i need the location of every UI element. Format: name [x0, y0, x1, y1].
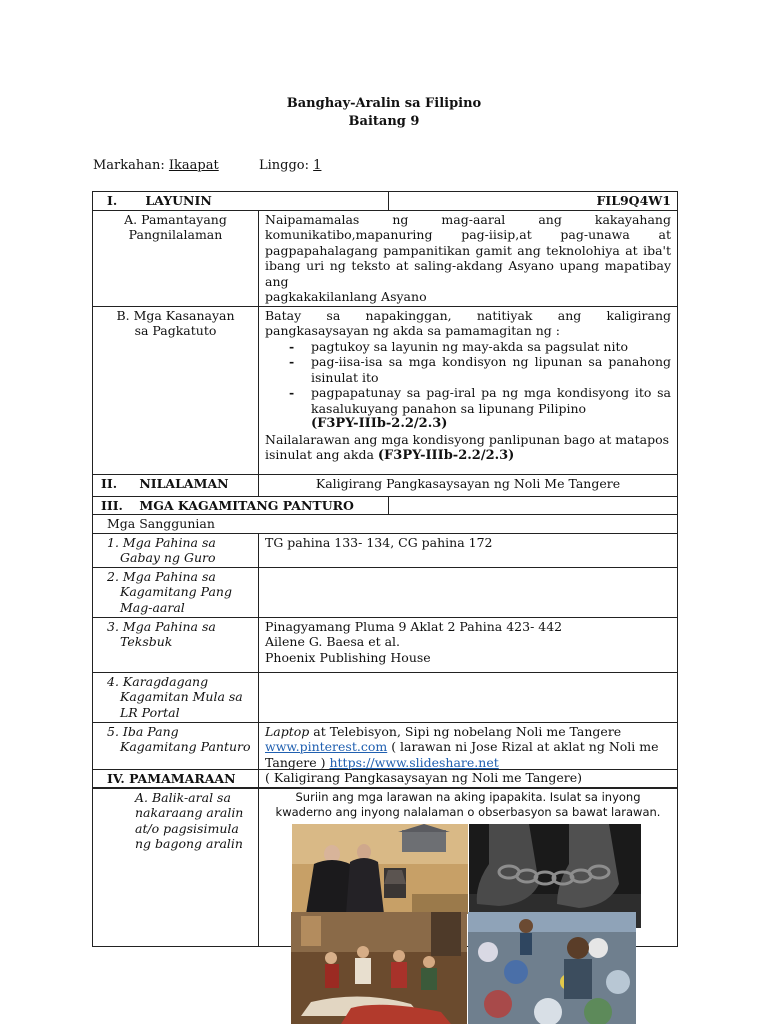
kasanayan-item-3-text: pagpapatunay sa pag-iral pa ng mga kondisyong ito sa kasalukuyang panahon sa lipunang Pilipino [311, 385, 671, 416]
garbage-children-svg [468, 912, 636, 1024]
balik-aral-label-2: nakaraang aralin [135, 805, 244, 820]
balik-aral-label-3: at/o pagsisimula [135, 820, 239, 836]
nilalaman-value: Kaligirang Pangkasaysayan ng Noli Me Tangere [259, 474, 678, 496]
gabay-label [93, 533, 259, 567]
nilalaman-row [93, 474, 678, 496]
lr-portal-row [93, 672, 678, 722]
iba-pang-label-1: 5. Iba Pang [107, 723, 179, 739]
kasanayan-item-1: - pagtukoy sa layunin ng may-akda sa pagsulat nito [289, 339, 671, 355]
laptop-text: Laptop [265, 723, 310, 739]
document-title: Banghay-Aralin sa Filipino [286, 96, 482, 111]
kagamitang-pang-label-2: Kagamitang Pang [120, 584, 232, 599]
kasanayan-row [93, 306, 678, 474]
balik-aral-label [93, 788, 259, 946]
sanggunian-row [93, 515, 678, 534]
pamantayang-label [93, 210, 259, 306]
kagamitang-pang-row [93, 567, 678, 617]
iba-pang-text-2: ( larawan ni Jose Rizal at aklat ng Noli me [387, 739, 659, 754]
kagamitang-pang-label [93, 567, 259, 617]
pamamaraan-header-row [93, 770, 678, 789]
kasanayan-item-3 [289, 385, 671, 432]
kasanayan-list [265, 339, 671, 432]
linggo-value: 1 [313, 158, 322, 173]
nilalaman-heading [93, 474, 259, 496]
lesson-plan-table [92, 191, 678, 788]
kagamitan-num: III. [101, 497, 123, 513]
pamantayang-row [93, 210, 678, 306]
pamamaraan-heading: IV. PAMAMARAAN [93, 770, 259, 789]
sanggunian-label: Mga Sanggunian [93, 515, 678, 534]
markahan-label-text: Markahan: [93, 158, 165, 173]
pamantayang-line-1: Naipamamalas ng mag-aaral ang kakayahang [265, 211, 671, 227]
grade-level: Baitang 9 [348, 114, 420, 129]
balik-aral-line-2: kwaderno ang inyong nalalaman o obserbasyon sa bawat larawan. [275, 804, 661, 819]
kagamitan-header-row [93, 496, 678, 515]
nilalaman-num: II. [101, 475, 118, 491]
teksbuk-label [93, 617, 259, 672]
balik-aral-line-1: Suriin ang mga larawan na aking ipapakita. Isulat sa inyong [295, 789, 641, 804]
layunin-label: LAYUNIN [145, 193, 212, 208]
kasanayan-code-1: (F3PY-IIIb-2.2/2.3) [311, 416, 448, 431]
kasanayan-outro-text: Nailalarawan ang mga kondisyong panlipunan bago at matapos isinulat ang akda [265, 431, 670, 462]
kasanayan-label-2: sa Pagkatuto [134, 323, 217, 338]
iba-pang-label-2: Kagamitang Panturo [120, 739, 251, 754]
kagamitang-pang-value [259, 567, 678, 617]
iba-pang-text-1: at Telebisyon, Sipi ng nobelang Noli me Tangere [309, 723, 622, 739]
lr-portal-label-2: Kagamitan Mula sa [120, 689, 243, 704]
painting-crowd-image [291, 912, 467, 1024]
kagamitan-label: MGA KAGAMITANG PANTURO [139, 497, 354, 513]
garbage-children-image [468, 912, 636, 1024]
painting-crowd-svg [291, 912, 467, 1024]
teksbuk-line-3: Phoenix Publishing House [265, 649, 431, 665]
iba-pang-text-3: Tangere ) [265, 754, 330, 770]
kasanayan-item-2: - pag-iisa-isa sa mga kondisyon ng lipunan sa panahong isinulat ito [289, 354, 671, 385]
gabay-label-1: 1. Mga Pahina sa [107, 534, 216, 550]
kasanayan-content [259, 306, 678, 474]
pamantayang-line-5: pagkakakilanlang Asyano [265, 289, 427, 304]
pamantayang-label-1: A. Pamantayang [124, 211, 227, 227]
layunin-heading [93, 192, 389, 211]
kasanayan-code-2: (F3PY-IIIb-2.2/2.3) [377, 448, 515, 463]
painting-friars-svg [292, 824, 468, 914]
gabay-row [93, 533, 678, 567]
pamantayang-line-2: komunikatibo,mapanuring pag-iisip,at pag-unawa at [265, 227, 671, 242]
gabay-value: TG pahina 133- 134, CG pahina 172 [259, 533, 678, 567]
markahan-value: Ikaapat [168, 158, 219, 173]
layunin-header-row [93, 192, 678, 211]
kasanayan-label-1: B. Mga Kasanayan [116, 307, 235, 323]
linggo-label-text: Linggo: [259, 158, 310, 173]
linggo-label [259, 158, 321, 173]
kagamitan-header-empty [389, 496, 678, 515]
kagamitan-heading [93, 496, 389, 515]
pamantayang-label-2: Pangnilalaman [128, 227, 223, 242]
iba-pang-line-4: ( Kaligirang Pangkasaysayan ng Noli me Tangere) [265, 770, 583, 785]
pamantayang-content [259, 210, 678, 306]
iba-pang-line-3 [265, 755, 671, 771]
pinterest-link[interactable]: www.pinterest.com [265, 739, 388, 754]
kagamitang-pang-label-1: 2. Mga Pahina sa [107, 568, 216, 584]
iba-pang-line-1 [265, 724, 671, 740]
layunin-code: FIL9Q4W1 [389, 192, 678, 211]
teksbuk-line-2: Ailene G. Baesa et al. [265, 634, 401, 649]
markahan-label [93, 158, 219, 173]
gabay-label-2: Gabay ng Guro [120, 550, 216, 565]
balik-aral-label-4: ng bagong aralin [135, 836, 243, 851]
layunin-num: I. [107, 193, 118, 208]
lr-portal-label-3: LR Portal [120, 704, 180, 720]
pamamaraan-header-empty [259, 770, 678, 789]
kasanayan-outro [265, 432, 671, 464]
nilalaman-label: NILALAMAN [139, 475, 229, 491]
teksbuk-value [259, 617, 678, 672]
teksbuk-label-1: 3. Mga Pahina sa [107, 618, 216, 634]
pamantayang-line-4: ibang uri ng teksto at saling-akdang Asyano upang mapatibay ang [265, 258, 671, 289]
iba-pang-line-2 [265, 739, 671, 755]
kagamitang-pang-label-3: Mag-aaral [120, 599, 185, 615]
kasanayan-label [93, 306, 259, 474]
lr-portal-label-1: 4. Karagdagang [107, 673, 209, 689]
teksbuk-label-2: Teksbuk [120, 634, 173, 649]
teksbuk-row [93, 617, 678, 672]
painting-friars-image [292, 824, 468, 914]
lr-portal-label [93, 672, 259, 722]
slideshare-link[interactable]: https://www.slideshare.net [329, 754, 499, 770]
balik-aral-label-1: A. Balik-aral sa [135, 789, 231, 805]
pamantayang-line-3: pagpapahalagang pampanitikan gamit ang teknolohiya at iba't [265, 242, 671, 258]
lr-portal-value [259, 672, 678, 722]
teksbuk-line-1: Pinagyamang Pluma 9 Aklat 2 Pahina 423- 442 [265, 618, 563, 634]
kasanayan-intro: Batay sa napakinggan, natitiyak ang kaligirang pangkasaysayan ng akda sa pamamagitan ng : [265, 307, 671, 338]
